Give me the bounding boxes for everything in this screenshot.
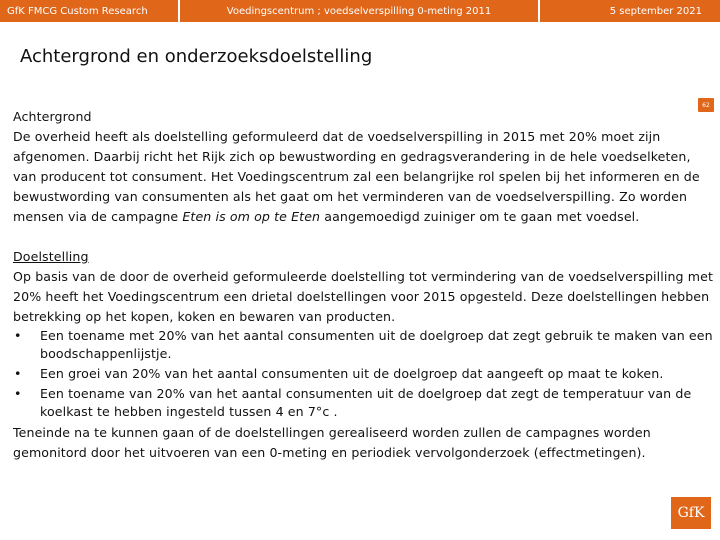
page-number-badge: 62 <box>698 98 714 112</box>
section-heading-achtergrond: Achtergrond <box>13 109 92 124</box>
header-bar <box>0 0 720 22</box>
header-company: GfK FMCG Custom Research <box>0 0 180 22</box>
list-item: • Een toename met 20% van het aantal consumenten uit de doelgroep dat zegt gebruik te maken van een boodschappenlijstje. <box>13 327 717 363</box>
section-closing-text: Teneinde na te kunnen gaan of de doelstellingen gerealiseerd worden zullen de campagnes worden gemonitord door het uitvoeren van een 0-meting en periodiek vervolgonderzoek (effectmetingen). <box>13 425 651 460</box>
goals-list <box>13 327 717 421</box>
section-text-achtergrond <box>13 127 717 227</box>
spacer <box>13 227 717 247</box>
campaign-name: Eten is om op te Eten <box>182 209 321 224</box>
header-date: 5 september 2021 <box>540 0 720 22</box>
slide-body <box>13 107 717 463</box>
achtergrond-text-part1: De overheid heeft als doelstelling geformuleerd dat de voedselverspilling in 2015 met 20% moet zijn afgenomen. Daarbij richt het Rijk zich op bewustwording en gedragsverandering in de hele voedselketen, van producent tot consument. Het Voedingscentrum zal een belangrijke rol spelen bij het informeren en de bewustwording van consumenten als het gaat om het verminderen van de voedselverspilling. Zo worden mensen via de campagne <box>13 129 700 224</box>
achtergrond-text-part2: aangemoedigd zuiniger om te gaan met voedsel. <box>320 209 640 224</box>
page-title: Achtergrond en onderzoeksdoelstelling <box>20 46 373 67</box>
section-heading-doelstelling: Doelstelling <box>13 249 89 264</box>
list-item: • Een groei van 20% van het aantal consumenten uit de doelgroep dat aangeeft op maat te koken. <box>13 365 717 383</box>
gfk-logo: GfK <box>671 497 711 529</box>
section-intro-doelstelling: Op basis van de door de overheid geformuleerde doelstelling tot vermindering van de voedselverspilling met 20% heeft het Voedingscentrum een drietal doelstellingen voor 2015 opgesteld. Deze doelstellingen hebben betrekking op het kopen, koken en bewaren van producten. <box>13 269 713 324</box>
header-project: Voedingscentrum ; voedselverspilling 0-meting 2011 <box>180 0 540 22</box>
list-item: • Een toename van 20% van het aantal consumenten uit de doelgroep dat zegt de temperatuur van de koelkast te hebben ingesteld tussen 4 en 7°c . <box>13 385 717 421</box>
